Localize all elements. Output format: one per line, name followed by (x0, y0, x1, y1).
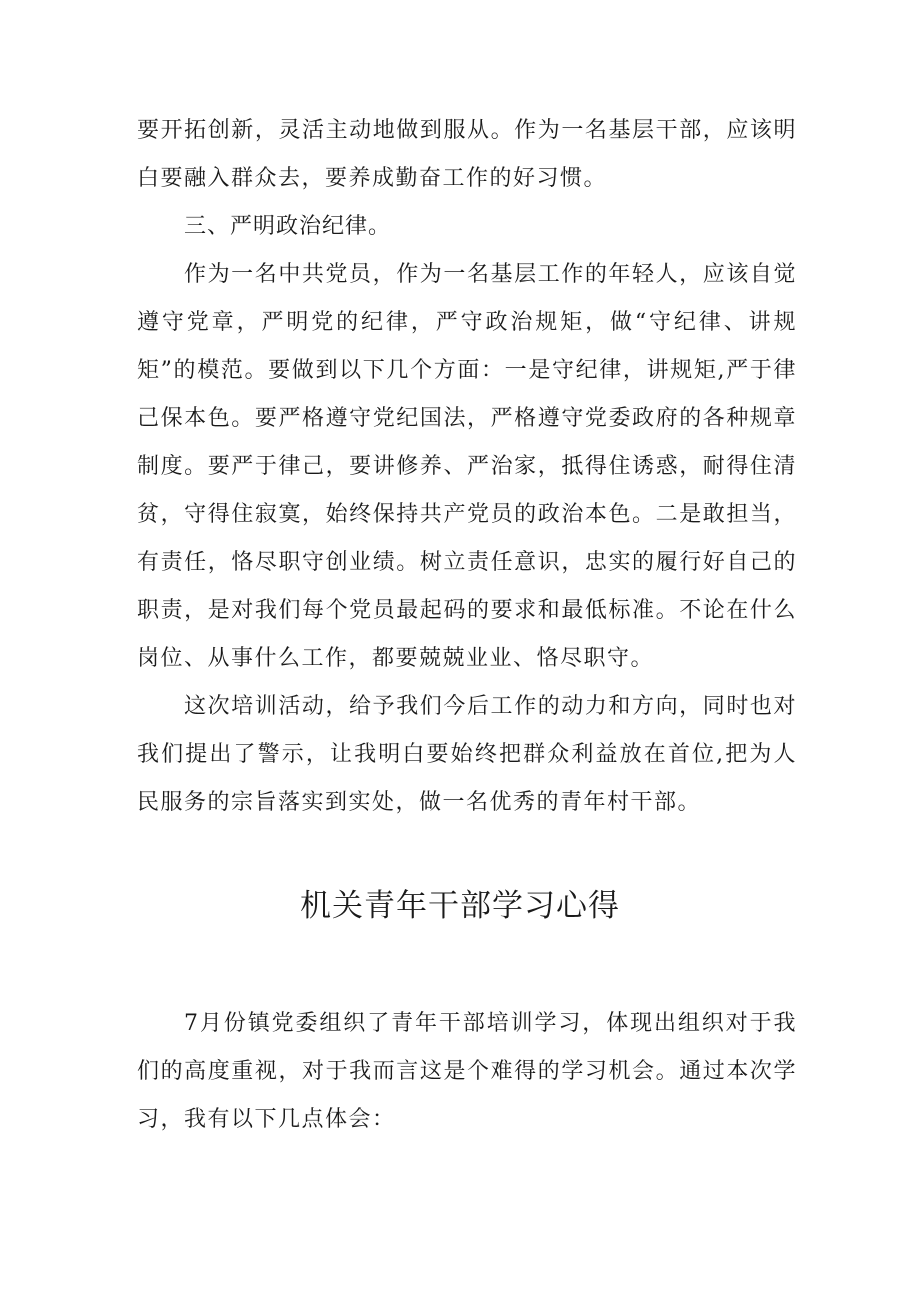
intro-paragraph: 7月份镇党委组织了青年干部培训学习，体现出组织对于我们的高度重视，对于我而言这是个难得的学习机会。通过本次学习，我有以下几点体会： (137, 1011, 797, 1132)
section-paragraph: 作为一名中共党员，作为一名基层工作的年轻人，应该自觉遵守党章，严明党的纪律，严守政治规矩，做“守纪律、讲规矩”的模范。要做到以下几个方面：一是守纪律，讲规矩,严于律己保本色。要严格遵守党纪国法，严格遵守党委政府的各种规章制度。要严于律己，要讲修养、严治家，抵得住诱惑，耐得住清贫，守得住寂寞，始终保持共产党员的政治本色。二是敢担当，有责任，恪尽职守创业绩。树立责任意识，忠实的履行好自己的职责，是对我们每个党员最起码的要求和最低标准。不论在什么岗位、从事什么工作，都要兢兢业业、恪尽职守。 (137, 262, 797, 671)
section-heading: 三、严明政治纪律。 (184, 214, 392, 239)
closing-paragraph: 这次培训活动，给予我们今后工作的动力和方向，同时也对我们提出了警示，让我明白要始终把群众利益放在首位,把为人民服务的宗旨落实到实处，做一名优秀的青年村干部。 (137, 694, 797, 815)
article-title: 机关青年干部学习心得 (300, 888, 620, 924)
continuation-paragraph: 要开拓创新，灵活主动地做到服从。作为一名基层干部，应该明白要融入群众去，要养成勤奋工作的好习惯。 (137, 118, 797, 191)
